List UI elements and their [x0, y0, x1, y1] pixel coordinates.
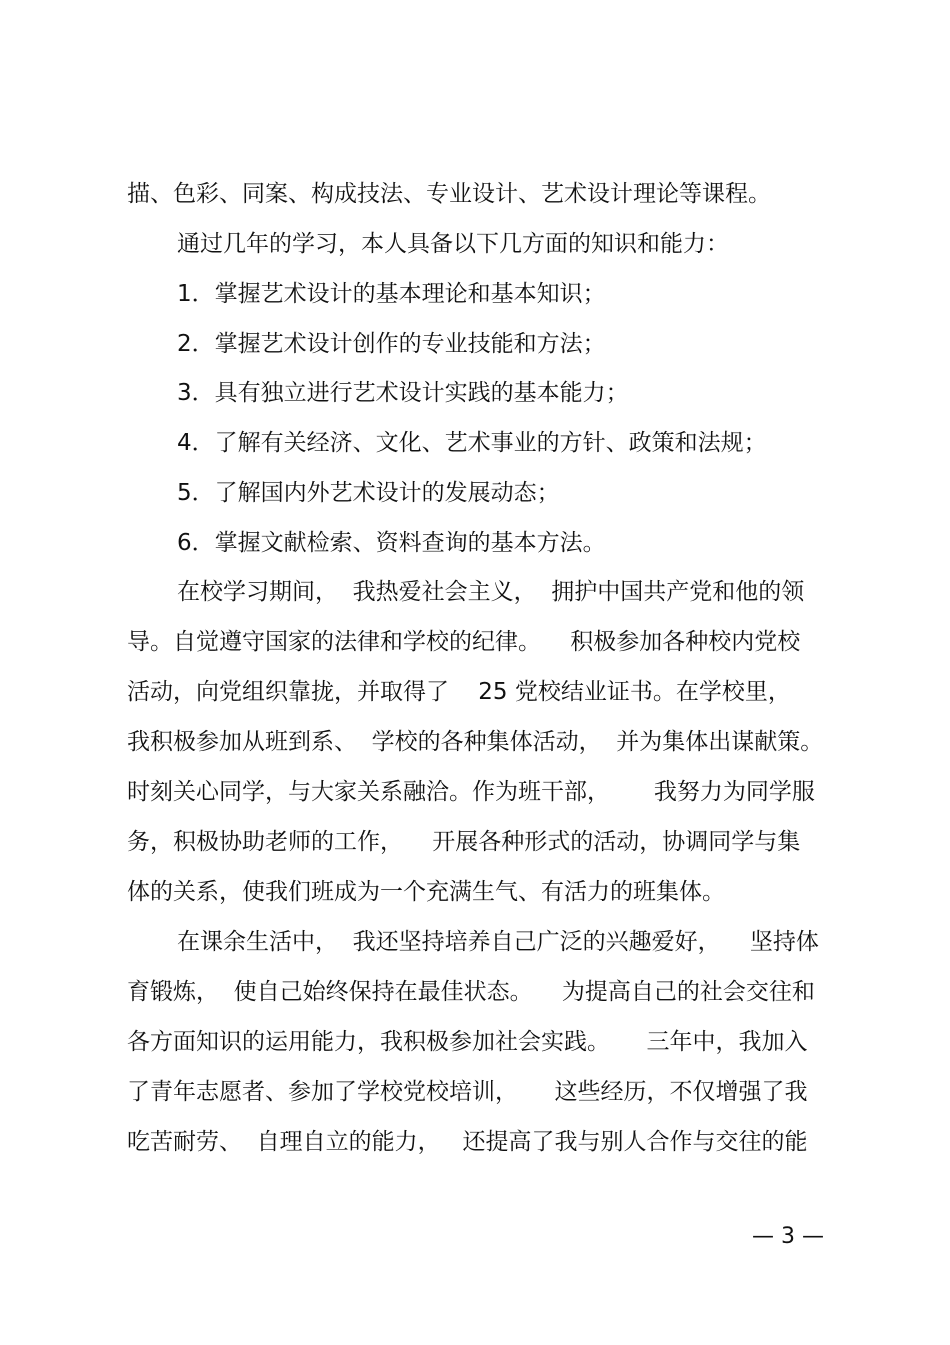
body-text-line: 育锻炼， 使自己始终保持在最佳状态。 为提高自己的社会交往和 [127, 979, 815, 1005]
body-text-line: 通过几年的学习，本人具备以下几方面的知识和能力： [177, 231, 729, 257]
list-item: 5．了解国内外艺术设计的发展动态； [177, 480, 560, 506]
body-text-line: 了青年志愿者、参加了学校党校培训， 这些经历，不仅增强了我 [127, 1079, 808, 1105]
body-text-line: 时刻关心同学，与大家关系融洽。作为班干部， 我努力为同学服 [127, 779, 815, 805]
body-text-line: 吃苦耐劳、 自理自立的能力， 还提高了我与别人合作与交往的能 [127, 1129, 808, 1155]
body-text-line: 体的关系，使我们班成为一个充满生气、有活力的班集体。 [127, 879, 725, 905]
body-text-line: 我积极参加从班到系、 学校的各种集体活动， 并为集体出谋献策。 [127, 729, 824, 755]
body-text-line: 描、色彩、同案、构成技法、专业设计、艺术设计理论等课程。 [127, 181, 771, 207]
body-text-line: 在课余生活中， 我还坚持培养自己广泛的兴趣爱好， 坚持体 [177, 929, 819, 955]
body-text-line: 在校学习期间， 我热爱社会主义， 拥护中国共产党和他的领 [177, 579, 805, 605]
body-text-line: 导。自觉遵守国家的法律和学校的纪律。 积极参加各种校内党校 [127, 629, 801, 655]
body-text-line: 活动，向党组织靠拢，并取得了 25 党校结业证书。在学校里， [127, 679, 791, 705]
body-text-line: 务，积极协助老师的工作， 开展各种形式的活动，协调同学与集 [127, 829, 801, 855]
page-number: — 3 — [752, 1224, 824, 1249]
list-item: 1．掌握艺术设计的基本理论和基本知识； [177, 281, 606, 307]
list-item: 2．掌握艺术设计创作的专业技能和方法； [177, 331, 606, 357]
list-item: 6．掌握文献检索、资料查询的基本方法。 [177, 530, 606, 556]
body-text-line: 各方面知识的运用能力，我积极参加社会实践。 三年中，我加入 [127, 1029, 808, 1055]
list-item: 4．了解有关经济、文化、艺术事业的方针、政策和法规； [177, 430, 767, 456]
list-item: 3．具有独立进行艺术设计实践的基本能力； [177, 380, 629, 406]
